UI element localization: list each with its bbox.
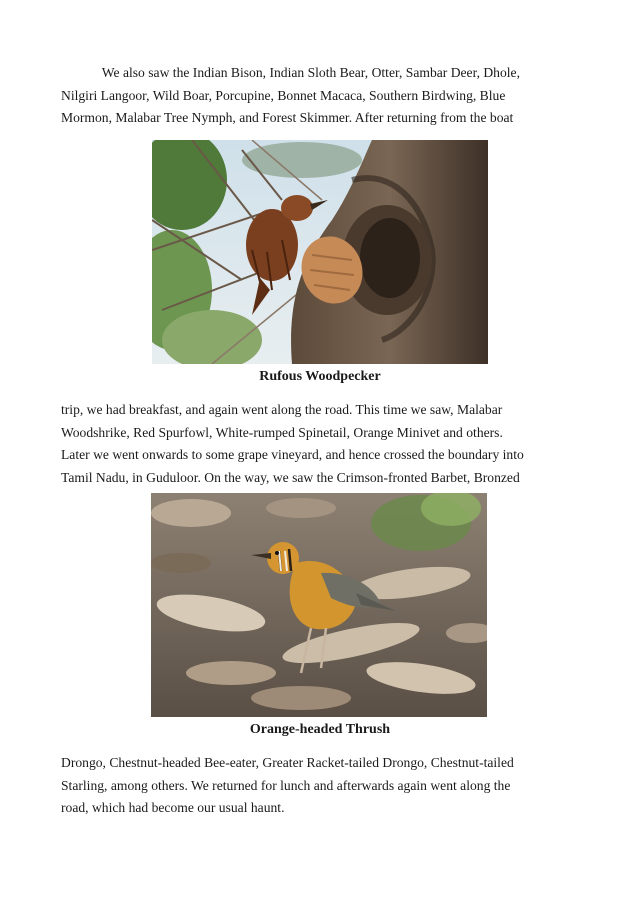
figure-caption-1: Rufous Woodpecker — [259, 369, 381, 384]
rufous-woodpecker-photo — [152, 140, 488, 364]
orange-headed-thrush-photo — [151, 493, 487, 717]
paragraph-1: We also saw the Indian Bison, Indian Sloth Bear, Otter, Sambar Deer, Dhole, Nilgiri Langoor, Wild Boar, Porcupine, Bonnet Macaca, Southern Birdwing, Blue Mormon, Malabar Tree Nymph, and Forest Skimmer. After returning from the boat — [61, 65, 520, 125]
figure-caption-2: Orange-headed Thrush — [249, 722, 391, 737]
paragraph-2: trip, we had breakfast, and again went along the road. This time we saw, Malabar Woodshrike, Red Spurfowl, White-rumped Spinetail, Orange Minivet and others. Later we went onwards to some grape vineyard, and hence crossed the boundary into Tamil Nadu, in Guduloor. On the way, we saw the Crimson-fronted Barbet, Bronzed — [61, 402, 524, 485]
paragraph-3: Drongo, Chestnut-headed Bee-eater, Greater Racket-tailed Drongo, Chestnut-tailed Starling, among others. We returned for lunch and afterwards again went along the road, which had become our usual haunt. — [61, 755, 514, 815]
